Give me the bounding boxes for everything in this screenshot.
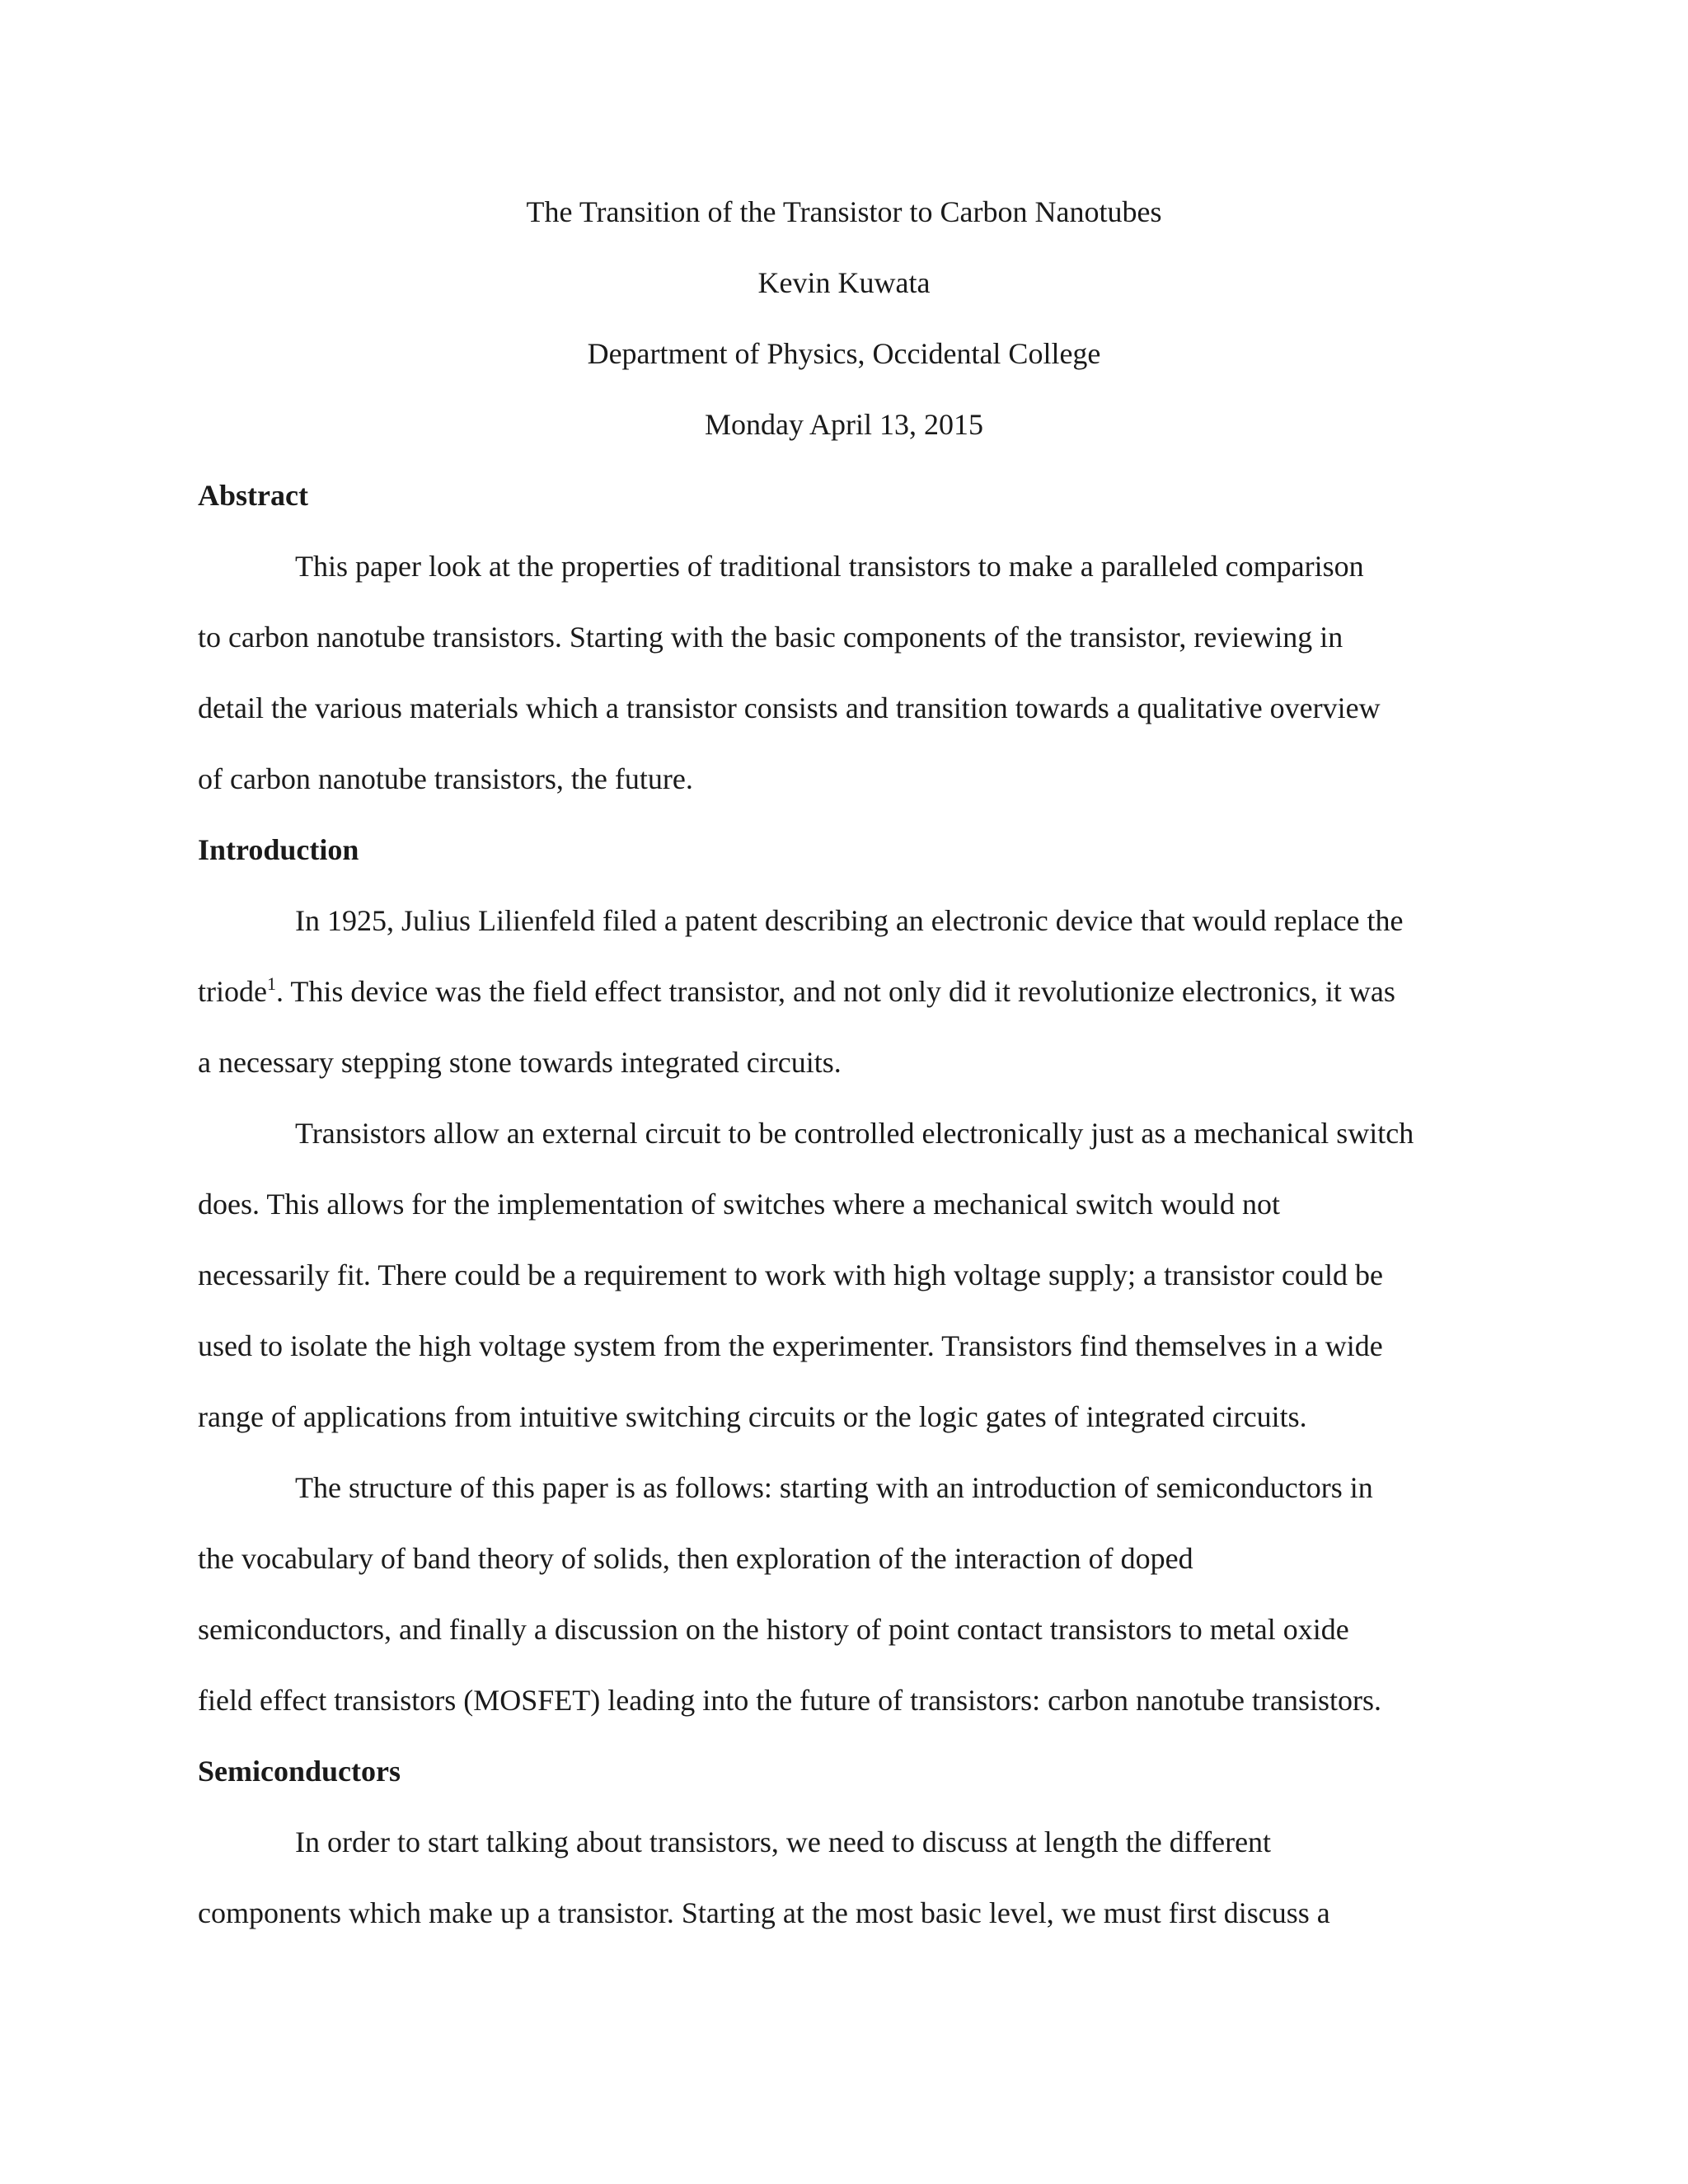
text-line: does. This allows for the implementation of switches where a mechanical switch would not <box>198 1188 1281 1221</box>
text-line: detail the various materials which a transistor consists and transition towards a qualitative overview <box>198 691 1381 724</box>
text-line: In 1925, Julius Lilienfeld filed a patent describing an electronic device that would replace the <box>295 904 1404 937</box>
text-line <box>198 974 1395 1009</box>
text-span: . This device was the field effect transistor, and not only did it revolutionize electronics, it was <box>275 975 1395 1008</box>
paper-title: The Transition of the Transistor to Carbon Nanotubes <box>526 195 1162 228</box>
text-line: a necessary stepping stone towards integrated circuits. <box>198 1046 842 1079</box>
semiconductors-heading: Semiconductors <box>198 1755 401 1788</box>
text-line: used to isolate the high voltage system from the experimenter. Transistors find themselves in a wide <box>198 1329 1383 1362</box>
text-line: semiconductors, and finally a discussion on the history of point contact transistors to metal oxide <box>198 1613 1349 1646</box>
footnote-marker: 1 <box>266 973 276 994</box>
text-line: field effect transistors (MOSFET) leading into the future of transistors: carbon nanotube transistors. <box>198 1684 1382 1717</box>
text-line: This paper look at the properties of traditional transistors to make a paralleled comparison <box>295 550 1364 583</box>
author-name: Kevin Kuwata <box>757 266 931 299</box>
text-line: the vocabulary of band theory of solids, then exploration of the interaction of doped <box>198 1542 1193 1575</box>
text-line: necessarily fit. There could be a requirement to work with high voltage supply; a transistor could be <box>198 1258 1383 1291</box>
text-line: range of applications from intuitive switching circuits or the logic gates of integrated circuits. <box>198 1400 1307 1433</box>
paper-date: Monday April 13, 2015 <box>705 408 983 441</box>
text-line: to carbon nanotube transistors. Starting with the basic components of the transistor, reviewing in <box>198 621 1343 654</box>
text-line: of carbon nanotube transistors, the future. <box>198 762 693 795</box>
text-line: In order to start talking about transistors, we need to discuss at length the different <box>295 1825 1272 1858</box>
introduction-heading: Introduction <box>198 833 359 866</box>
text-line: components which make up a transistor. Starting at the most basic level, we must first discuss a <box>198 1896 1330 1929</box>
text-line: The structure of this paper is as follows: starting with an introduction of semiconductors in <box>295 1471 1373 1504</box>
abstract-heading: Abstract <box>198 479 308 512</box>
text-line: Transistors allow an external circuit to be controlled electronically just as a mechanical switch <box>295 1117 1414 1150</box>
text-span: triode <box>198 975 267 1008</box>
author-affiliation: Department of Physics, Occidental College <box>587 337 1101 370</box>
